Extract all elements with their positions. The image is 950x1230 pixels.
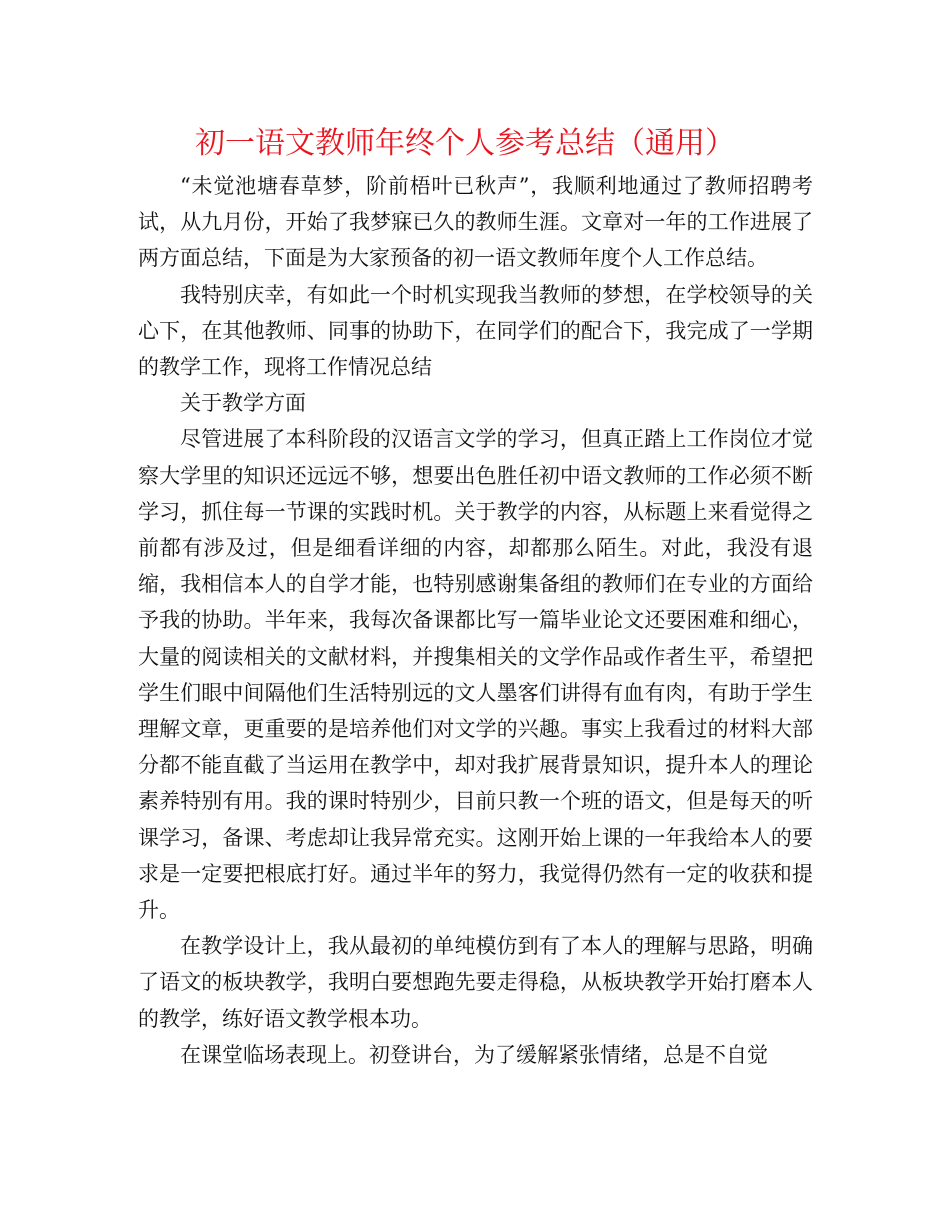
paragraph-gratitude: 我特别庆幸，有如此一个时机实现我当教师的梦想，在学校领导的关心下，在其他教师、同事的协助下，在同学们的配合下，我完成了一学期的教学工作，现将工作情况总结 [138,282,813,380]
document-body [138,168,813,1073]
document-title: 初一语文教师年终个人参考总结（通用） [195,126,735,161]
paragraph-study: 尽管进展了本科阶段的汉语言文学的学习，但真正踏上工作岗位才觉察大学里的知识还远远不够，想要出色胜任初中语文教师的工作必须不断学习，抓住每一节课的实践时机。关于教学的内容，从标题上来看觉得之前都有涉及过，但是细看详细的内容，却都那么陌生。对此，我没有退缩，我相信本人的自学才能，也特别感谢集备组的教师们在专业的方面给予我的协助。半年来，我每次备课都比写一篇毕业论文还要困难和细心，大量的阅读相关的文献材料，并搜集相关的文学作品或作者生平，希望把学生们眼中间隔他们生活特别远的文人墨客们讲得有血有肉，有助于学生理解文章，更重要的是培养他们对文学的兴趣。事实上我看过的材料大部分都不能直截了当运用在教学中，却对我扩展背景知识，提升本人的理论素养特别有用。我的课时特别少，目前只教一个班的语文，但是每天的听课学习，备课、考虑却让我异常充实。这刚开始上课的一年我给本人的要求是一定要把根底打好。通过半年的努力，我觉得仍然有一定的收获和提升。 [138,427,813,923]
paragraph-design: 在教学设计上，我从最初的单纯模仿到有了本人的理解与思路，明确了语文的板块教学，我明白要想跑先要走得稳，从板块教学开始打磨本人的教学，练好语文教学根本功。 [138,934,813,1031]
paragraph-classroom: 在课堂临场表现上。初登讲台，为了缓解紧张情绪，总是不自觉 [180,1042,768,1067]
section-heading-teaching: 关于教学方面 [180,391,306,416]
paragraph-intro: “未觉池塘春草梦，阶前梧叶已秋声”，我顺利地通过了教师招聘考试，从九月份，开始了我梦寐已久的教师生涯。文章对一年的工作进展了两方面总结，下面是为大家预备的初一语文教师年度个人工作总结。 [138,174,813,271]
